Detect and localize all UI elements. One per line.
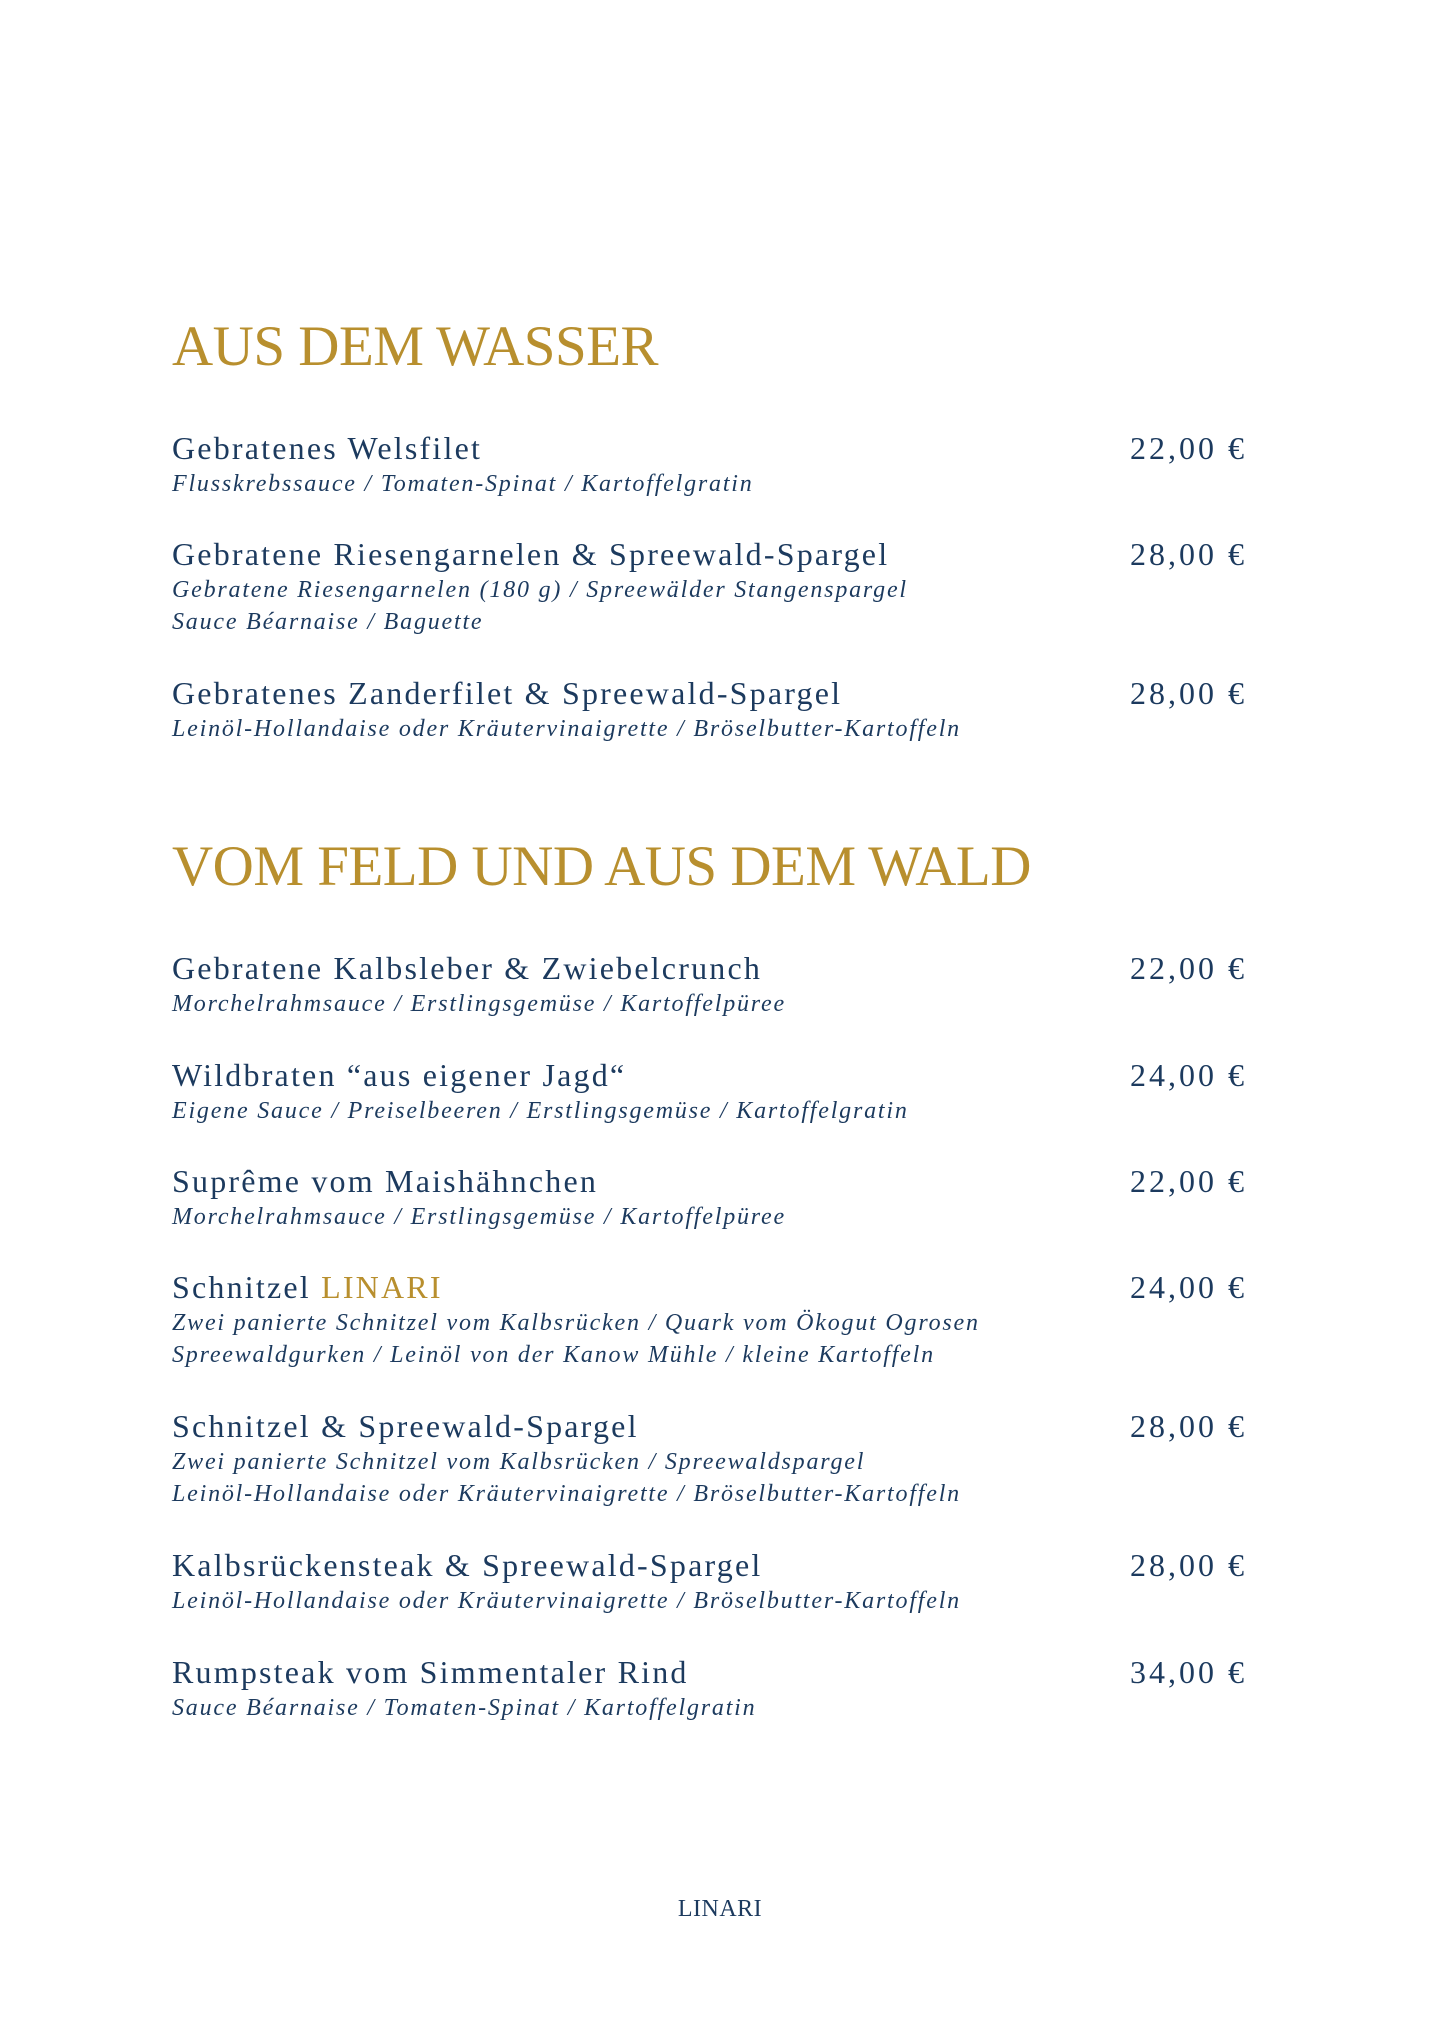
item-description: Leinöl-Hollandaise oder Kräutervinaigrette / Bröselbutter-Kartoffeln bbox=[172, 1588, 961, 1614]
menu-item-schnitzel-linari bbox=[172, 1267, 1247, 1371]
section-title-vom-feld: VOM FELD UND AUS DEM WALD bbox=[172, 835, 1031, 898]
item-price: 34,00 € bbox=[1130, 1654, 1247, 1690]
menu-item-supreme bbox=[172, 1161, 1247, 1233]
item-price: 22,00 € bbox=[1130, 950, 1247, 986]
item-name-accent: LINARI bbox=[321, 1269, 443, 1305]
item-name: Gebratene Riesengarnelen & Spreewald-Spargel bbox=[172, 536, 890, 572]
menu-item-welsfilet bbox=[172, 428, 1247, 500]
item-description: Zwei panierte Schnitzel vom Kalbsrücken / Quark vom Ökogut Ogrosen bbox=[172, 1310, 980, 1336]
menu-item-wildbraten bbox=[172, 1055, 1247, 1127]
item-name: Rumpsteak vom Simmentaler Rind bbox=[172, 1654, 689, 1690]
item-price: 28,00 € bbox=[1130, 1547, 1247, 1583]
item-description: Flusskrebssauce / Tomaten-Spinat / Kartoffelgratin bbox=[172, 471, 754, 497]
item-description: Zwei panierte Schnitzel vom Kalbsrücken / Spreewaldspargel bbox=[172, 1449, 866, 1475]
item-name: Gebratenes Zanderfilet & Spreewald-Spargel bbox=[172, 675, 843, 711]
item-description: Eigene Sauce / Preiselbeeren / Erstlingsgemüse / Kartoffelgratin bbox=[172, 1098, 909, 1124]
item-name: Kalbsrückensteak & Spreewald-Spargel bbox=[172, 1547, 763, 1583]
menu-item-kalbsrueckensteak bbox=[172, 1545, 1247, 1617]
section-title-aus-dem-wasser: AUS DEM WASSER bbox=[172, 315, 659, 378]
item-name-text: Schnitzel bbox=[172, 1269, 322, 1305]
item-description: Sauce Béarnaise / Tomaten-Spinat / Kartoffelgratin bbox=[172, 1695, 757, 1721]
item-description: Leinöl-Hollandaise oder Kräutervinaigrette / Bröselbutter-Kartoffeln bbox=[172, 716, 961, 742]
menu-item-schnitzel-spargel bbox=[172, 1406, 1247, 1510]
menu-item-kalbsleber bbox=[172, 948, 1247, 1020]
item-price: 22,00 € bbox=[1130, 430, 1247, 466]
item-price: 24,00 € bbox=[1130, 1269, 1247, 1305]
footer-brand: LINARI bbox=[677, 1896, 763, 1922]
item-name bbox=[172, 1267, 1247, 1307]
item-description: Leinöl-Hollandaise oder Kräutervinaigrette / Bröselbutter-Kartoffeln bbox=[172, 1481, 961, 1507]
item-description: Morchelrahmsauce / Erstlingsgemüse / Kartoffelpüree bbox=[172, 1204, 786, 1230]
menu-item-rumpsteak bbox=[172, 1652, 1247, 1724]
item-price: 28,00 € bbox=[1130, 1408, 1247, 1444]
menu-item-zanderfilet bbox=[172, 673, 1247, 745]
item-name: Suprême vom Maishähnchen bbox=[172, 1163, 599, 1199]
item-price: 28,00 € bbox=[1130, 675, 1247, 711]
item-description: Gebratene Riesengarnelen (180 g) / Spreewälder Stangenspargel bbox=[172, 577, 908, 603]
item-description: Sauce Béarnaise / Baguette bbox=[172, 609, 484, 635]
menu-item-riesengarnelen bbox=[172, 534, 1247, 638]
item-price: 28,00 € bbox=[1130, 536, 1247, 572]
item-name: Gebratenes Welsfilet bbox=[172, 430, 483, 466]
item-description: Spreewaldgurken / Leinöl von der Kanow Mühle / kleine Kartoffeln bbox=[172, 1342, 935, 1368]
item-description: Morchelrahmsauce / Erstlingsgemüse / Kartoffelpüree bbox=[172, 991, 786, 1017]
item-name: Schnitzel & Spreewald-Spargel bbox=[172, 1408, 639, 1444]
item-price: 24,00 € bbox=[1130, 1057, 1247, 1093]
item-name: Wildbraten “aus eigener Jagd“ bbox=[172, 1057, 627, 1093]
item-name: Gebratene Kalbsleber & Zwiebelcrunch bbox=[172, 950, 763, 986]
item-price: 22,00 € bbox=[1130, 1163, 1247, 1199]
